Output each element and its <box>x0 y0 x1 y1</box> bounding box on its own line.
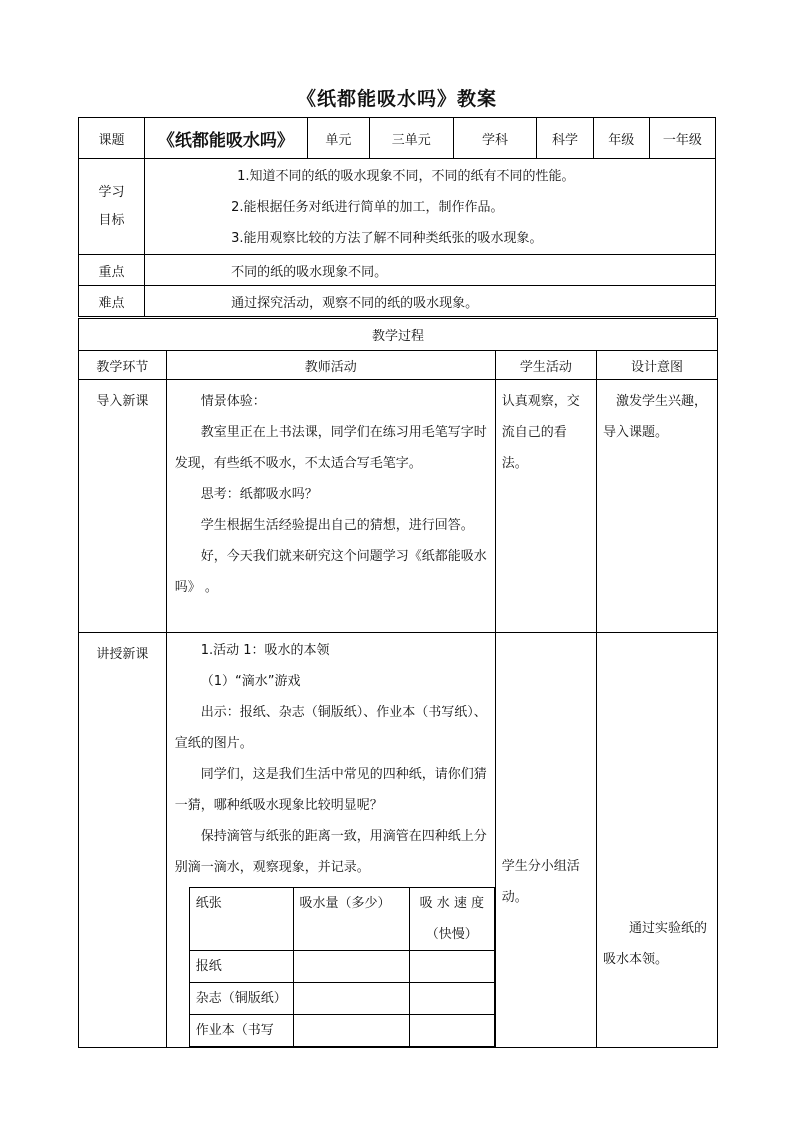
record-cell-amount[interactable] <box>293 983 409 1015</box>
goal-item: 2.能根据任务对纸进行简单的加工，制作作品。 <box>231 200 504 215</box>
teacher-paragraph: 保持滴管与纸张的距离一致，用滴管在四种纸上分别滴一滴水，观察现象，并记录。 <box>174 829 487 875</box>
student-activity-intro: 认真观察，交流自己的看法。 <box>495 380 596 633</box>
stage-lecture: 讲授新课 <box>79 633 167 1048</box>
key-point-value: 不同的纸的吸水现象不同。 <box>145 255 716 286</box>
goals-list <box>145 159 716 255</box>
design-intent-intro: 激发学生兴趣，导入课题。 <box>597 380 718 633</box>
record-row-label: 报纸 <box>189 951 293 983</box>
teacher-paragraph: 1.活动 1：吸水的本领 <box>200 643 330 658</box>
record-cell-speed[interactable] <box>409 951 494 983</box>
teacher-paragraph: 思考：纸都吸水吗？ <box>200 487 318 502</box>
record-cell-amount[interactable] <box>293 1015 409 1047</box>
column-header-teacher: 教师活动 <box>166 351 495 380</box>
goal-item: 3.能用观察比较的方法了解不同种类纸张的吸水现象。 <box>231 231 543 246</box>
subject-label: 学科 <box>453 118 537 159</box>
subject-value: 科学 <box>537 118 593 159</box>
teacher-paragraph: 出示：报纸、杂志（铜版纸）、作业本（书写纸）、宣纸的图片。 <box>174 705 487 751</box>
teaching-process-table <box>78 318 718 1048</box>
teacher-paragraph: 好，今天我们就来研究这个问题学习《纸都能吸水吗》 。 <box>174 549 487 595</box>
grade-label: 年级 <box>593 118 649 159</box>
record-header-speed: 吸 水 速 度（快慢） <box>409 888 494 951</box>
teacher-paragraph: 教室里正在上书法课，同学们在练习用毛笔写字时发现，有些纸不吸水，不太适合写毛笔字。 <box>174 425 487 471</box>
process-header: 教学过程 <box>79 319 718 351</box>
column-header-stage: 教学环节 <box>79 351 167 380</box>
record-cell-amount[interactable] <box>293 951 409 983</box>
topic-value: 《纸都能吸水吗》 <box>145 118 308 159</box>
record-cell-speed[interactable] <box>409 1015 494 1047</box>
stage-intro: 导入新课 <box>79 380 167 633</box>
teacher-paragraph: 情景体验： <box>200 394 266 409</box>
column-header-student: 学生活动 <box>495 351 596 380</box>
record-header-paper: 纸张 <box>189 888 293 951</box>
record-cell-speed[interactable] <box>409 983 494 1015</box>
teacher-paragraph: （1）“滴水”游戏 <box>200 674 301 689</box>
lesson-info-table <box>78 117 716 317</box>
goals-label <box>79 159 145 255</box>
difficulty-value: 通过探究活动，观察不同的纸的吸水现象。 <box>145 286 716 317</box>
difficulty-label: 难点 <box>79 286 145 317</box>
record-header-amount: 吸水量（多少） <box>293 888 409 951</box>
teacher-paragraph: 学生根据生活经验提出自己的猜想，进行回答。 <box>200 518 474 533</box>
grade-value: 一年级 <box>649 118 715 159</box>
unit-value: 三单元 <box>369 118 453 159</box>
record-row-label: 作业本（书写 <box>189 1015 293 1047</box>
design-intent-lecture: 通过实验纸的吸水本领。 <box>597 633 718 1048</box>
topic-label: 课题 <box>79 118 145 159</box>
student-activity-lecture: 学生分小组活动。 <box>495 633 596 1048</box>
goals-label-line: 学习 <box>98 184 125 200</box>
unit-label: 单元 <box>307 118 369 159</box>
key-point-label: 重点 <box>79 255 145 286</box>
teacher-activity-intro <box>166 380 495 633</box>
goals-label-line: 目标 <box>98 212 125 228</box>
goal-item: 1.知道不同的纸的吸水现象不同，不同的纸有不同的性能。 <box>237 169 575 184</box>
record-row-label: 杂志（铜版纸） <box>189 983 293 1015</box>
column-header-intent: 设计意图 <box>597 351 718 380</box>
water-absorption-record-table <box>189 887 495 1047</box>
teacher-paragraph: 同学们，这是我们生活中常见的四种纸，请你们猜一猜，哪种纸吸水现象比较明显呢？ <box>174 767 487 813</box>
teacher-activity-lecture <box>166 633 495 1048</box>
document-title: 《纸都能吸水吗》教案 <box>296 88 497 110</box>
